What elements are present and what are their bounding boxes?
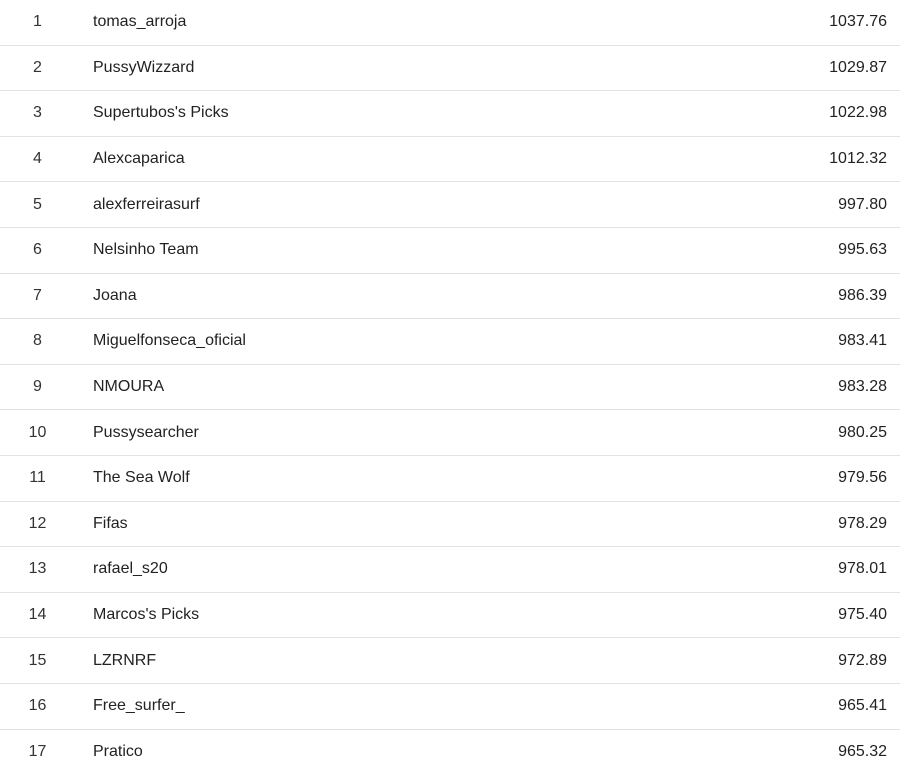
table-row[interactable]: [0, 593, 900, 639]
player-name-cell: rafael_s20: [93, 560, 168, 578]
score-cell: 997.80: [838, 196, 887, 214]
score-cell: 1037.76: [829, 13, 887, 31]
table-row[interactable]: [0, 684, 900, 730]
player-name-cell: Supertubos's Picks: [93, 104, 229, 122]
table-row[interactable]: [0, 319, 900, 365]
rank-cell: 12: [0, 515, 75, 533]
score-cell: 1029.87: [829, 59, 887, 77]
player-name-cell: Fifas: [93, 515, 128, 533]
rank-cell: 1: [0, 13, 75, 31]
table-row[interactable]: [0, 0, 900, 46]
table-row[interactable]: [0, 410, 900, 456]
rank-cell: 3: [0, 104, 75, 122]
table-row[interactable]: [0, 182, 900, 228]
rank-cell: 17: [0, 743, 75, 761]
table-row[interactable]: [0, 547, 900, 593]
score-cell: 975.40: [838, 606, 887, 624]
player-name-cell: Miguelfonseca_oficial: [93, 332, 246, 350]
rank-cell: 6: [0, 241, 75, 259]
score-cell: 986.39: [838, 287, 887, 305]
score-cell: 965.32: [838, 743, 887, 761]
rank-cell: 9: [0, 378, 75, 396]
player-name-cell: Nelsinho Team: [93, 241, 199, 259]
score-cell: 995.63: [838, 241, 887, 259]
player-name-cell: NMOURA: [93, 378, 164, 396]
score-cell: 978.01: [838, 560, 887, 578]
rank-cell: 4: [0, 150, 75, 168]
table-row[interactable]: [0, 91, 900, 137]
score-cell: 983.41: [838, 332, 887, 350]
player-name-cell: Pussysearcher: [93, 424, 199, 442]
table-row[interactable]: [0, 456, 900, 502]
rank-cell: 2: [0, 59, 75, 77]
player-name-cell: Alexcaparica: [93, 150, 185, 168]
player-name-cell: Joana: [93, 287, 137, 305]
table-row[interactable]: [0, 730, 900, 775]
score-cell: 979.56: [838, 469, 887, 487]
table-row[interactable]: [0, 502, 900, 548]
score-cell: 972.89: [838, 652, 887, 670]
player-name-cell: The Sea Wolf: [93, 469, 190, 487]
rank-cell: 5: [0, 196, 75, 214]
rank-cell: 13: [0, 560, 75, 578]
rank-cell: 16: [0, 697, 75, 715]
player-name-cell: Marcos's Picks: [93, 606, 199, 624]
player-name-cell: LZRNRF: [93, 652, 156, 670]
score-cell: 1012.32: [829, 150, 887, 168]
table-row[interactable]: [0, 46, 900, 92]
score-cell: 1022.98: [829, 104, 887, 122]
score-cell: 980.25: [838, 424, 887, 442]
table-row[interactable]: [0, 365, 900, 411]
score-cell: 978.29: [838, 515, 887, 533]
rank-cell: 10: [0, 424, 75, 442]
score-cell: 983.28: [838, 378, 887, 396]
score-cell: 965.41: [838, 697, 887, 715]
table-row[interactable]: [0, 137, 900, 183]
rank-cell: 7: [0, 287, 75, 305]
rank-cell: 11: [0, 469, 75, 487]
table-row[interactable]: [0, 228, 900, 274]
table-row[interactable]: [0, 638, 900, 684]
rank-cell: 14: [0, 606, 75, 624]
player-name-cell: Free_surfer_: [93, 697, 185, 715]
player-name-cell: PussyWizzard: [93, 59, 194, 77]
player-name-cell: alexferreirasurf: [93, 196, 200, 214]
player-name-cell: tomas_arroja: [93, 13, 186, 31]
player-name-cell: Pratico: [93, 743, 143, 761]
table-row[interactable]: [0, 274, 900, 320]
rank-cell: 8: [0, 332, 75, 350]
rank-cell: 15: [0, 652, 75, 670]
